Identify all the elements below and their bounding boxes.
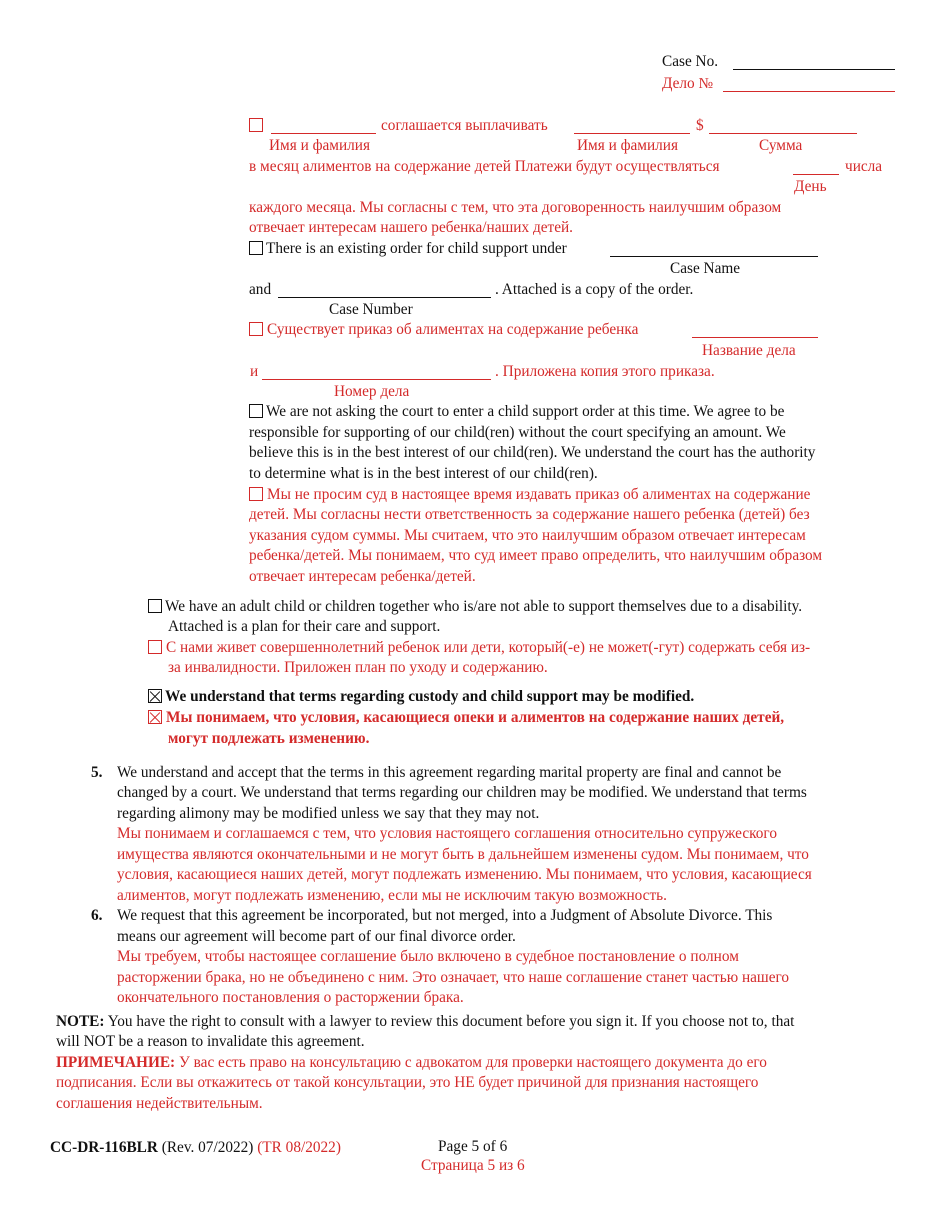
adult-child-line-2: Attached is a plan for their care and support. xyxy=(168,618,441,635)
form-id: CC-DR-116BLR (Rev. 07/2022) (TR 08/2022) xyxy=(50,1139,341,1156)
no-order-line-1: We are not asking the court to enter a child support order at this time. We agree to be xyxy=(249,402,784,422)
item5-ru-line-3: условия, касающиеся наших детей, могут подлежать изменению. Мы понимаем, что условия, касающиеся xyxy=(117,866,812,883)
case-no-field[interactable] xyxy=(733,52,895,70)
case-name-label-ru: Название дела xyxy=(702,342,796,359)
item5-line-2: changed by a court. We understand that terms regarding our children may be modified. We understand that terms xyxy=(117,784,807,801)
item5-line-3: regarding alimony may be modified unless we say that they may not. xyxy=(117,805,540,822)
no-order-ru-line-2: детей. Мы согласны нести ответственность за содержание нашего ребенка (детей) без xyxy=(249,506,810,523)
page-number-ru: Страница 5 из 6 xyxy=(421,1157,525,1174)
item6-line-1: We request that this agreement be incorporated, but not merged, into a Judgment of Absolute Divorce. This xyxy=(117,907,773,924)
case-name-field[interactable] xyxy=(610,239,818,257)
case-name-label: Case Name xyxy=(670,260,741,277)
attached-copy-text: . Attached is a copy of the order. xyxy=(495,281,694,298)
case-number-field[interactable] xyxy=(278,280,491,298)
payee-name-field-ru[interactable] xyxy=(574,116,690,134)
and-text-ru: и xyxy=(250,363,259,380)
adult-child-line-1: We have an adult child or children together who is/are not able to support themselves due to a disability. xyxy=(148,597,802,617)
day-label: День xyxy=(794,178,827,195)
adult-child-ru-line-1: С нами живет совершеннолетний ребенок или дети, который(-е) не может(-гут) содержать себя из- xyxy=(148,638,810,658)
item6-ru-line-2: расторжении брака, но не объединено с ним. Это означает, что наше соглашение станет частью нашего xyxy=(117,969,790,986)
and-text: and xyxy=(249,281,272,298)
support-payment-row-ru xyxy=(249,116,267,136)
no-order-checkbox[interactable] xyxy=(249,404,263,418)
no-order-ru-line-4: ребенка/детей. Мы понимаем, что суд имеет право определить, что наилучшим образом xyxy=(249,547,823,564)
support-line1-end: числа xyxy=(845,158,883,175)
note-ru-line-3: соглашения недействительным. xyxy=(56,1095,263,1112)
no-order-ru-line-3: указания судом суммы. Мы считаем, что это наилучшим образом отвечает интересам xyxy=(249,527,806,544)
item5-ru-line-4: алиментов, могут подлежать изменению, если мы не исключим такую возможность. xyxy=(117,887,667,904)
no-order-checkbox-ru[interactable] xyxy=(249,487,263,501)
payer-name-field-ru[interactable] xyxy=(271,116,376,134)
case-number-label-ru: Номер дела xyxy=(334,383,410,400)
case-name-field-ru[interactable] xyxy=(692,320,818,338)
note-ru-line-1: ПРИМЕЧАНИЕ: У вас есть право на консультацию с адвокатом для проверки настоящего документа до его xyxy=(56,1054,767,1071)
amount-field-ru[interactable] xyxy=(709,116,857,134)
no-order-line-2: responsible for supporting of our child(ren) without the court specifying an amount. We xyxy=(249,424,786,441)
agrees-to-pay-text: соглашается выплачивать xyxy=(381,117,548,134)
item5-line-1: We understand and accept that the terms in this agreement regarding marital property are final and cannot be xyxy=(117,764,782,781)
existing-order-row xyxy=(249,239,567,259)
support-payment-checkbox-ru[interactable] xyxy=(249,118,263,132)
existing-order-checkbox[interactable] xyxy=(249,241,263,255)
item6-ru-line-3: окончательного постановления о расторжении брака. xyxy=(117,989,464,1006)
name-label-2: Имя и фамилия xyxy=(577,137,679,154)
modified-row: We understand that terms regarding custody and child support may be modified. xyxy=(148,687,694,707)
existing-order-text-ru: Существует приказ об алиментах на содержание ребенка xyxy=(267,321,639,338)
case-no-label-ru: Дело № xyxy=(662,75,714,92)
modified-checkbox-checked-ru[interactable] xyxy=(148,710,162,724)
item5-ru-line-2: имущества являются окончательными и не могут быть в дальнейшем изменены судом. Мы понимаем, что xyxy=(117,846,809,863)
item5-number: 5. xyxy=(91,764,103,781)
modified-checkbox-checked[interactable] xyxy=(148,689,162,703)
item6-line-2: means our agreement will become part of our final divorce order. xyxy=(117,928,516,945)
note-ru-line-2: подписания. Если вы откажитесь от такой консультации, это НЕ будет причиной для признания настоящего xyxy=(56,1074,759,1091)
no-order-line-4: to determine what is in the best interest of our child(ren). xyxy=(249,465,598,482)
page-number: Page 5 of 6 xyxy=(438,1138,508,1155)
note-label: NOTE: xyxy=(56,1013,105,1030)
note-line-1: NOTE: You have the right to consult with a lawyer to review this document before you sign it. If you choose not to, that xyxy=(56,1013,795,1030)
amount-label: Сумма xyxy=(759,137,803,154)
support-line1: в месяц алиментов на содержание детей Платежи будут осуществляться xyxy=(249,158,720,175)
existing-order-row-ru xyxy=(249,320,638,340)
modified-ru-line-1: Мы понимаем, что условия, касающиеся опеки и алиментов на содержание наших детей, xyxy=(148,708,784,728)
support-line2: каждого месяца. Мы согласны с тем, что эта договоренность наилучшим образом xyxy=(249,199,782,216)
no-order-line-3: believe this is in the best interest of our child(ren). We understand the court has the authority xyxy=(249,444,816,461)
case-number-field-ru[interactable] xyxy=(262,362,491,380)
adult-child-checkbox-ru[interactable] xyxy=(148,640,162,654)
case-no-field-ru[interactable] xyxy=(723,74,895,92)
no-order-ru-line-1: Мы не просим суд в настоящее время издавать приказ об алиментах на содержание xyxy=(249,485,810,505)
dollar-sign: $ xyxy=(696,117,704,134)
item5-ru-line-1: Мы понимаем и соглашаемся с тем, что условия настоящего соглашения относительно супружеского xyxy=(117,825,777,842)
adult-child-checkbox[interactable] xyxy=(148,599,162,613)
adult-child-ru-line-2: за инвалидности. Приложен план по уходу и содержанию. xyxy=(168,659,548,676)
name-label-1: Имя и фамилия xyxy=(269,137,371,154)
existing-order-checkbox-ru[interactable] xyxy=(249,322,263,336)
item6-ru-line-1: Мы требуем, чтобы настоящее соглашение было включено в судебное постановление о полном xyxy=(117,948,739,965)
item6-number: 6. xyxy=(91,907,103,924)
case-number-label: Case Number xyxy=(329,301,413,318)
attached-copy-text-ru: . Приложена копия этого приказа. xyxy=(495,363,715,380)
case-no-label: Case No. xyxy=(662,53,719,70)
no-order-ru-line-5: отвечает интересам ребенка/детей. xyxy=(249,568,476,585)
note-line-2: will NOT be a reason to invalidate this agreement. xyxy=(56,1033,365,1050)
note-label-ru: ПРИМЕЧАНИЕ: xyxy=(56,1054,176,1071)
support-line3: отвечает интересам нашего ребенка/наших детей. xyxy=(249,219,574,236)
day-field-ru[interactable] xyxy=(793,157,839,175)
modified-ru-line-2: могут подлежать изменению. xyxy=(168,730,370,747)
existing-order-text: There is an existing order for child support under xyxy=(266,240,567,257)
